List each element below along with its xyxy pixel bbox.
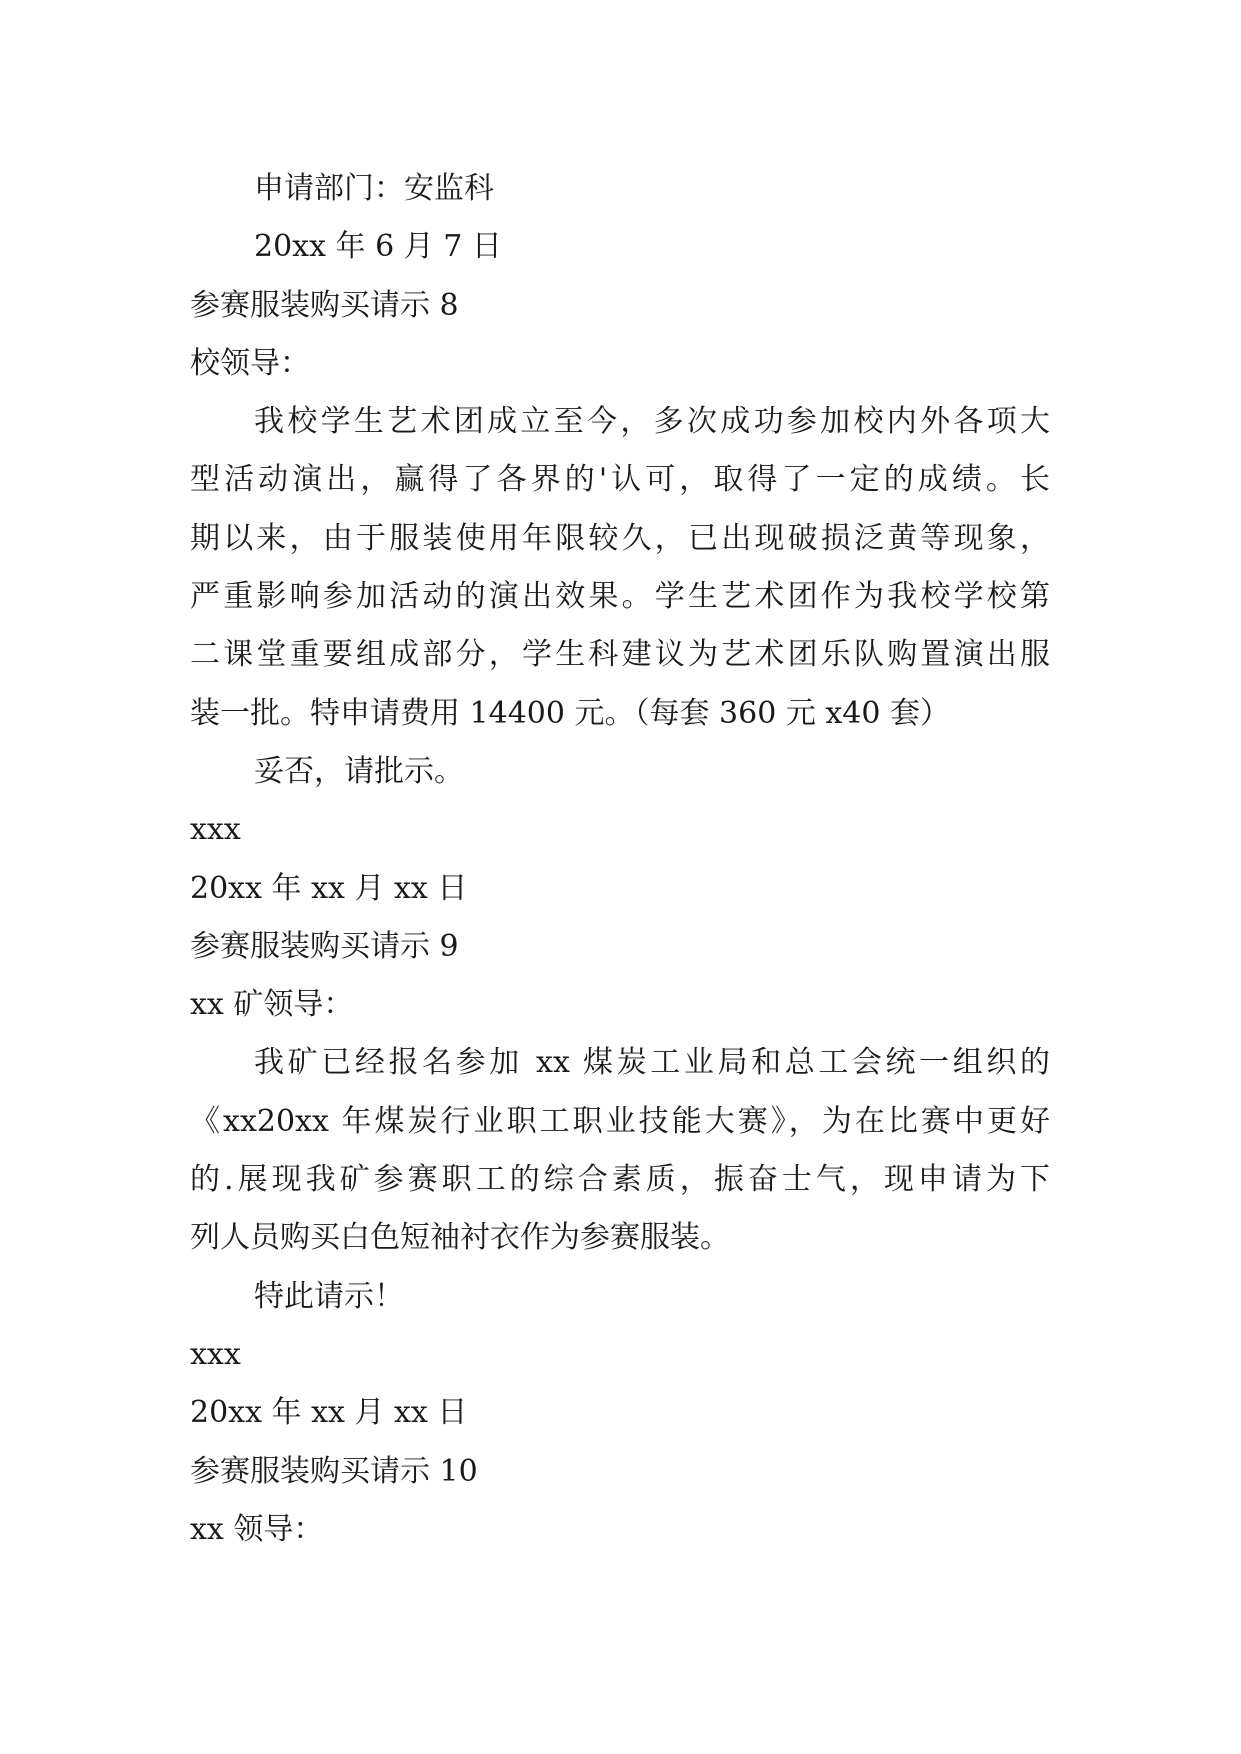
closing-request: 妥否，请批示。 (254, 753, 464, 789)
section-title: 参赛服装购买请示 9 (190, 928, 459, 964)
date-line: 20xx 年 6 月 7 日 (254, 229, 502, 265)
paragraph-line: 我矿已经报名参加 xx 煤炭工业局和总工会统一组织的 (254, 1045, 1050, 1081)
section-title: 参赛服装购买请示 10 (190, 1453, 478, 1489)
paragraph-line: 装一批。特申请费用 14400 元。（每套 360 元 x40 套） (190, 695, 951, 731)
salutation: xx 矿领导： (190, 987, 354, 1023)
signature: xxx (190, 812, 241, 848)
date-line: 20xx 年 xx 月 xx 日 (190, 870, 468, 906)
paragraph-line: 严重影响参加活动的演出效果。学生艺术团作为我校学校第 (190, 579, 1050, 615)
paragraph-line: 列人员购买白色短袖衬衣作为参赛服装。 (190, 1220, 730, 1256)
paragraph-line: 的.展现我矿参赛职工的综合素质，振奋士气，现申请为下 (190, 1162, 1050, 1198)
paragraph-line: 型活动演出，赢得了各界的'认可，取得了一定的成绩。长 (190, 462, 1050, 498)
paragraph-line: 二课堂重要组成部分，学生科建议为艺术团乐队购置演出服 (190, 637, 1050, 673)
paragraph-line: 我校学生艺术团成立至今，多次成功参加校内外各项大 (254, 404, 1050, 440)
date-line: 20xx 年 xx 月 xx 日 (190, 1395, 468, 1431)
paragraph-line: 期以来，由于服装使用年限较久，已出现破损泛黄等现象， (190, 520, 1050, 556)
salutation: 校领导： (190, 345, 310, 381)
section-title: 参赛服装购买请示 8 (190, 287, 459, 323)
document-body (190, 160, 1050, 1559)
paragraph-line: 《xx20xx 年煤炭行业职工职业技能大赛》，为在比赛中更好 (190, 1103, 1050, 1139)
salutation: xx 领导： (190, 1511, 324, 1547)
applicant-department: 申请部门：安监科 (254, 171, 494, 206)
signature: xxx (190, 1336, 241, 1372)
closing-request: 特此请示！ (254, 1278, 404, 1314)
